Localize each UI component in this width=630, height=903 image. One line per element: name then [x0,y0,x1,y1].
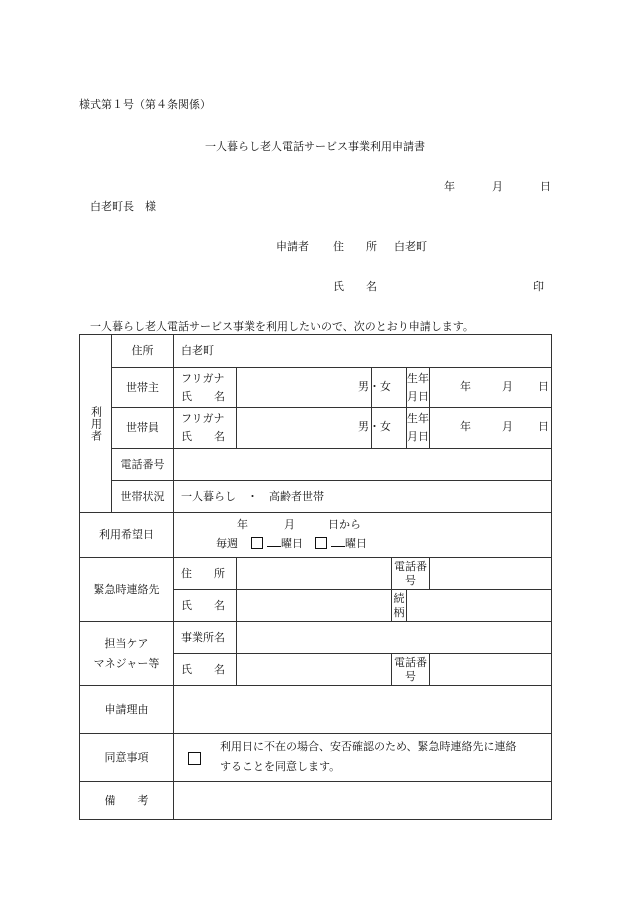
desired-start-field[interactable] [174,513,552,558]
head-furigana-name-labels [174,368,237,408]
applicant-address-value: 白老町 [394,240,427,253]
emergency-phone-label: 電話番号 [392,558,430,590]
care-office-label: 事業所名 [174,622,237,654]
care-phone-field[interactable] [430,654,552,686]
emergency-address-field[interactable] [237,558,392,590]
remarks-label: 備 考 [80,782,174,820]
emergency-relation-field[interactable] [407,590,552,622]
date-month: 月 [492,180,503,193]
consent-text-line2: することを同意します。 [220,760,341,773]
care-name-label: 氏 名 [174,654,237,686]
user-phone-field[interactable] [174,449,552,481]
name-label: 氏 名 [181,430,225,443]
application-form-table [79,334,552,820]
name-label: 氏 名 [181,389,225,403]
head-name-field[interactable] [237,368,391,408]
member-birthdate-field[interactable] [430,408,552,449]
start-day-from: 日から [328,518,361,531]
household-label: 世帯状況 [112,481,174,513]
ymd-month: 月 [502,420,513,433]
furigana-label: フリガナ [181,371,225,385]
form-title: 一人暮らし老人電話サービス事業利用申請書 [205,140,425,153]
user-address-value: 白老町 [174,335,552,368]
head-birth-label [372,368,407,408]
emergency-name-field[interactable] [237,590,392,622]
reason-label: 申請理由 [80,686,174,734]
weekday-checkbox-1[interactable] [251,537,263,552]
consent-checkbox[interactable] [188,752,201,765]
start-year: 年 [237,518,248,531]
intro-text: 一人暮らし老人電話サービス事業を利用したいので、次のとおり申請します。 [90,320,474,333]
start-month: 月 [284,518,295,531]
date-day: 日 [540,180,551,193]
ymd-year: 年 [460,420,471,433]
head-birthdate-field[interactable] [430,368,552,408]
ymd-month: 月 [502,380,513,393]
member-label: 世帯員 [112,408,174,449]
care-phone-label: 電話番号 [392,654,430,686]
care-manager-label: 担当ケア マネジャー等 [80,622,174,686]
user-section-label: 利用者 [80,335,112,513]
user-address-label: 住所 [112,335,174,368]
applicant-name-label: 氏 名 [333,280,377,293]
desired-start-label: 利用希望日 [80,513,174,558]
weekday-label-1: 曜日 [281,537,303,550]
member-name-field[interactable] [237,408,391,449]
furigana-label: フリガナ [181,412,225,425]
ymd-day: 日 [538,380,549,393]
seal-mark: 印 [533,280,544,293]
user-phone-label: 電話番号 [112,449,174,481]
birth-label: 生年 月日 [407,408,430,449]
ymd-day: 日 [538,420,549,433]
care-name-field[interactable] [237,654,392,686]
emergency-label: 緊急時連絡先 [80,558,174,622]
ymd-year: 年 [460,380,471,393]
applicant-label: 申請者 [276,240,309,253]
weekly-label: 毎週 [216,537,238,550]
gender-choice: 男・女 [358,420,391,433]
weekday-label-2: 曜日 [345,537,367,550]
care-office-field[interactable] [237,622,552,654]
reason-field[interactable] [174,686,552,734]
emergency-relation-label: 続柄 [392,590,407,622]
emergency-phone-field[interactable] [430,558,552,590]
consent-field [174,734,552,782]
weekday-checkbox-2[interactable] [315,537,327,552]
consent-label: 同意事項 [80,734,174,782]
date-year: 年 [444,180,455,193]
member-gender-cell [372,408,407,449]
addressee: 白老町長 様 [90,200,156,213]
emergency-address-label: 住 所 [174,558,237,590]
remarks-field[interactable] [174,782,552,820]
member-furigana-name-labels [174,408,237,449]
applicant-address-label: 住 所 [333,240,377,253]
consent-text-line1: 利用日に不在の場合、安否確認のため、緊急時連絡先に連絡 [220,740,517,753]
birth-label: 生年 月日 [407,368,430,408]
household-value: 一人暮らし ・ 高齢者世帯 [174,481,552,513]
form-number: 様式第１号（第４条関係） [79,98,211,111]
head-label: 世帯主 [112,368,174,408]
emergency-name-label: 氏 名 [174,590,237,622]
gender-choice: 男・女 [358,380,391,393]
